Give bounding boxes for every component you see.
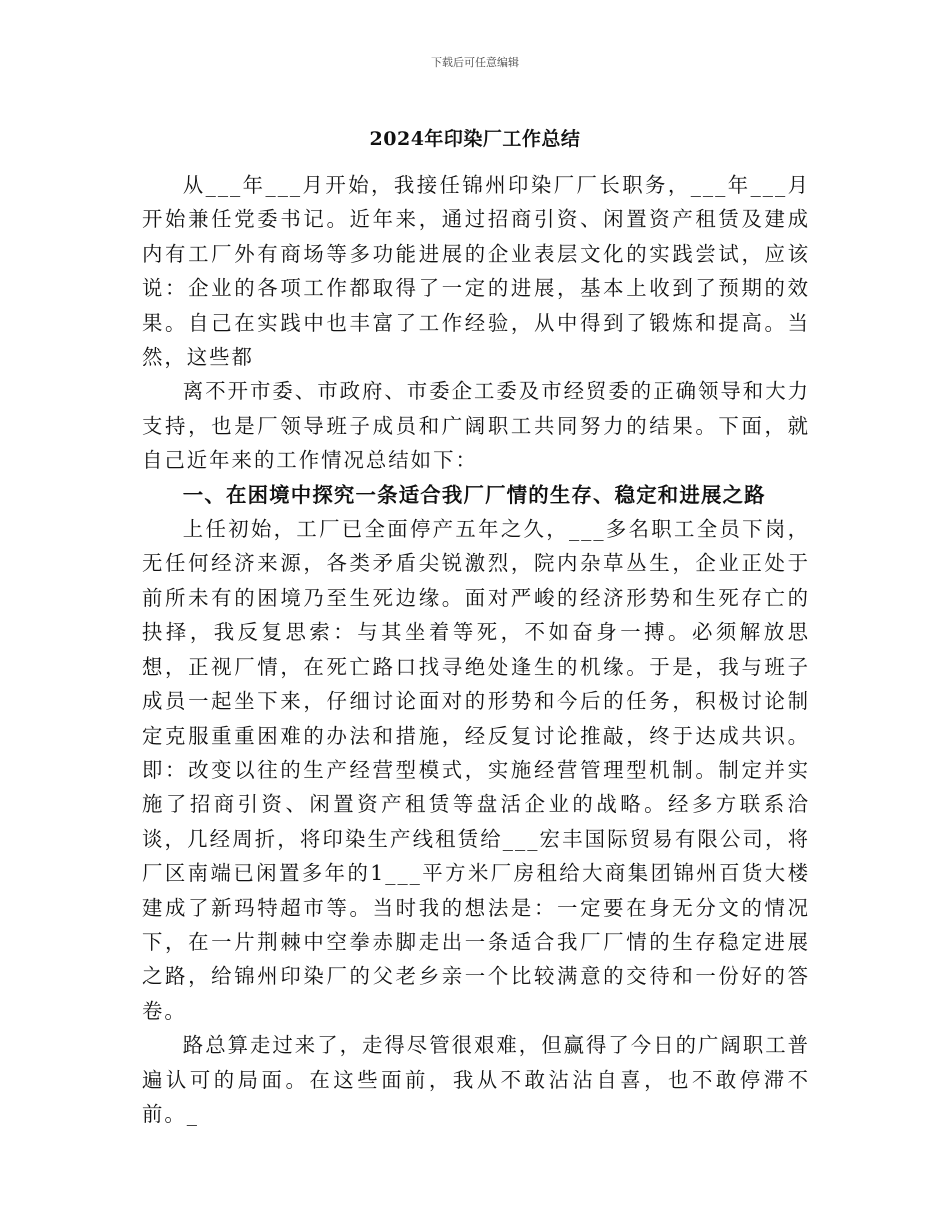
paragraph-section-1: 上任初始，工厂已全面停产五年之久，___多名职工全员下岗，无任何经济来源，各类矛盾尖锐激烈，院内杂草丛生，企业正处于前所未有的困境乃至生死边缘。面对严峻的经济形势和生死存亡的抉择，我反复思索：与其坐着等死，不如奋身一搏。必须解放思想，正视厂情，在死亡路口找寻绝处逢生的机缘。于是，我与班子成员一起坐下来，仔细讨论面对的形势和今后的任务，积极讨论制定克服重重困难的办法和措施，经反复讨论推敲，终于达成共识。即：改变以往的生产经营型模式，实施经营管理型机制。制定并实施了招商引资、闲置资产租赁等盘活企业的战略。经多方联系洽谈，几经周折，将印染生产线租赁给___宏丰国际贸易有限公司，将厂区南端已闲置多年的1___平方米厂房租给大商集团锦州百货大楼建成了新玛特超市等。当时我的想法是：一定要在身无分文的情况下，在一片荆棘中空拳赤脚走出一条适合我厂厂情的生存稳定进展之路，给锦州印染厂的父老乡亲一个比较满意的交待和一份好的答卷。 bbox=[142, 517, 810, 1023]
paragraph-intro: 从___年___月开始，我接任锦州印染厂厂长职务，___年___月开始兼任党委书记。近年来，通过招商引资、闲置资产租赁及建成内有工厂外有商场等多功能进展的企业表层文化的实践尝试，应该说：企业的各项工作都取得了一定的进展，基本上收到了预期的效果。自己在实践中也丰富了工作经验，从中得到了锻炼和提高。当然，这些都 bbox=[142, 173, 810, 370]
paragraph-thanks: 离不开市委、市政府、市委企工委及市经贸委的正确领导和大力支持，也是厂领导班子成员和广阔职工共同努力的结果。下面，就自己近年来的工作情况总结如下： bbox=[142, 379, 810, 473]
document-body bbox=[142, 168, 810, 1131]
paragraph-section-2: 路总算走过来了，走得尽管很艰难，但赢得了今日的广阔职工普遍认可的局面。在这些面前，我从不敢沾沾自喜，也不敢停滞不前。_ bbox=[142, 1033, 810, 1126]
header-note: 下载后可任意编辑 bbox=[431, 56, 519, 69]
document-title: 2024年印染厂工作总结 bbox=[369, 128, 581, 150]
section-heading: 一、在困境中探究一条适合我厂厂情的生存、稳定和进展之路 bbox=[182, 482, 766, 507]
